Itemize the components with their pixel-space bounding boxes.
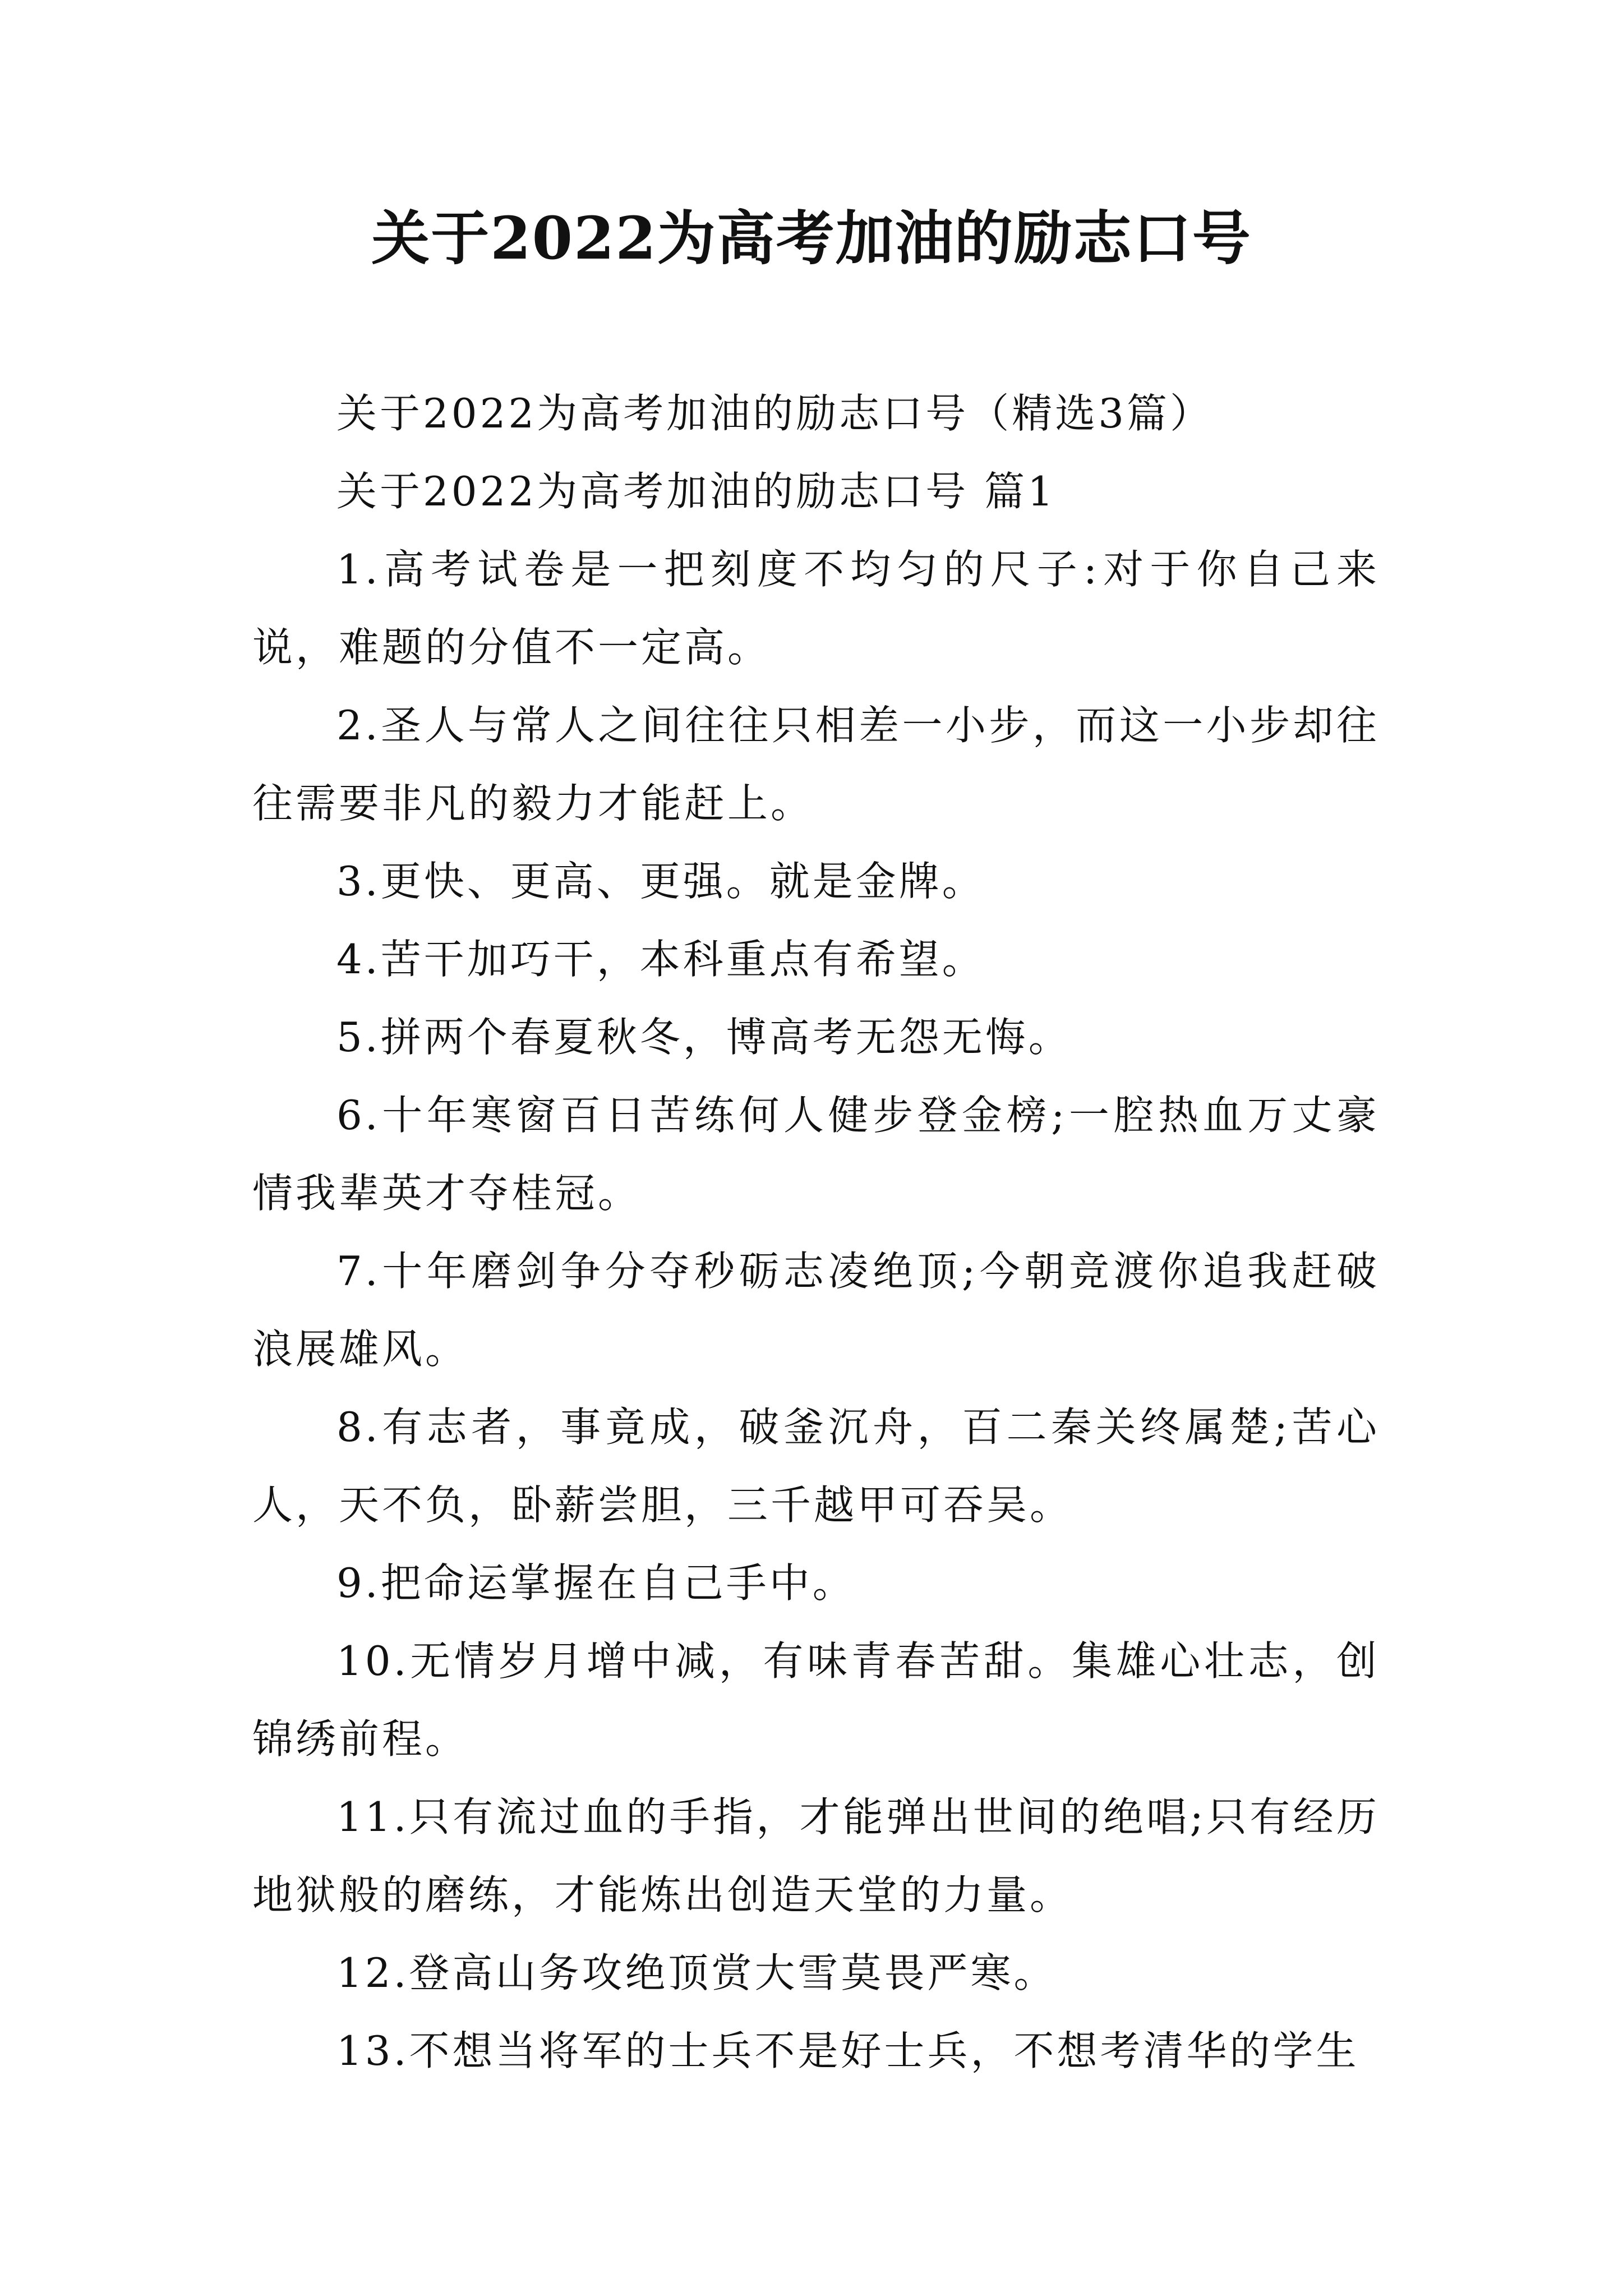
slogan-item-7: 7.十年磨剑争分夺秒砺志凌绝顶;今朝竞渡你追我赶破浪展雄风。 [252, 1248, 1380, 1373]
subtitle-paragraph: 关于2022为高考加油的励志口号（精选3篇） [336, 390, 1214, 437]
document-title: 关于2022为高考加油的励志口号 [371, 204, 1252, 273]
slogan-item-9: 9.把命运掌握在自己手中。 [336, 1559, 856, 1607]
slogan-item-13: 13.不想当将军的士兵不是好士兵，不想考清华的学生 [336, 2027, 1359, 2074]
slogan-item-4: 4.苦干加巧干，本科重点有希望。 [336, 936, 985, 983]
section-heading: 关于2022为高考加油的励志口号 篇1 [336, 468, 1056, 515]
slogan-item-8: 8.有志者，事竟成，破釜沉舟，百二秦关终属楚;苦心人，天不负，卧薪尝胆，三千越甲可吞吴。 [252, 1404, 1380, 1529]
slogan-item-2: 2.圣人与常人之间往往只相差一小步，而这一小步却往往需要非凡的毅力才能赶上。 [252, 702, 1380, 827]
slogan-item-5: 5.拼两个春夏秋冬，博高考无怨无悔。 [336, 1014, 1072, 1061]
slogan-item-11: 11.只有流过血的手指，才能弹出世间的绝唱;只有经历地狱般的磨练，才能炼出创造天堂的力量。 [252, 1793, 1380, 1918]
slogan-item-10: 10.无情岁月增中减，有味青春苦甜。集雄心壮志，创锦绣前程。 [252, 1637, 1380, 1763]
slogan-item-6: 6.十年寒窗百日苦练何人健步登金榜;一腔热血万丈豪情我辈英才夺桂冠。 [252, 1092, 1380, 1217]
slogan-item-12: 12.登高山务攻绝顶赏大雪莫畏严寒。 [336, 1949, 1057, 1996]
document-body [252, 375, 1380, 2090]
slogan-item-3: 3.更快、更高、更强。就是金牌。 [336, 858, 985, 905]
slogan-item-1: 1.高考试卷是一把刻度不均匀的尺子:对于你自己来说，难题的分值不一定高。 [252, 546, 1380, 671]
